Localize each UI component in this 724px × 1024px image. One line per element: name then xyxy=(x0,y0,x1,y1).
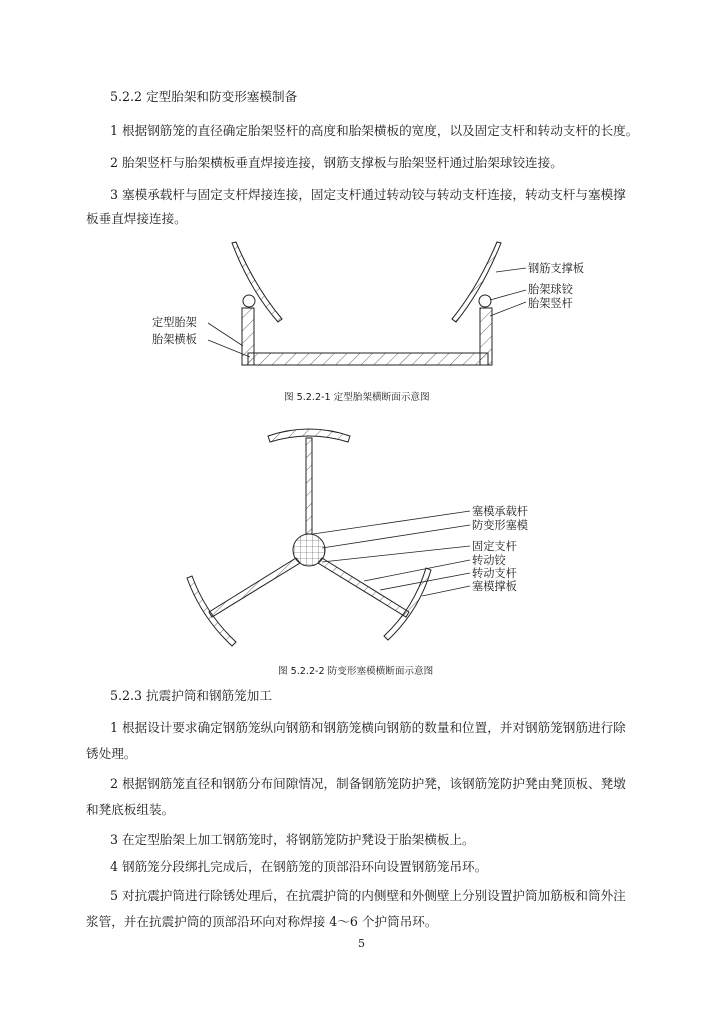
paragraph: 1 根据钢筋笼的直径确定胎架竖杆的高度和胎架横板的宽度，以及固定支杆和转动支杆的长度。 xyxy=(110,123,639,138)
label-fixed-frame: 定型胎架 xyxy=(152,316,197,329)
paragraph: 1 根据设计要求确定钢筋笼纵向钢筋和钢筋笼横向钢筋的数量和位置，并对钢筋笼钢筋进行除 xyxy=(110,720,626,735)
paragraph: 2 胎架竖杆与胎架横板垂直焊接连接，钢筋支撑板与胎架竖杆通过胎架球铰连接。 xyxy=(110,155,563,170)
section-heading-5-2-3: 5.2.3 抗震护筒和钢筋笼加工 xyxy=(110,688,272,703)
label-fixed-strut: 固定支杆 xyxy=(472,540,517,553)
paragraph-continuation: 和凳底板组装。 xyxy=(86,802,175,817)
section-heading-5-2-2: 5.2.2 定型胎架和防变形塞模制备 xyxy=(110,89,298,104)
paragraph: 3 塞模承载杆与固定支杆焊接连接，固定支杆通过转动铰与转动支杆连接，转动支杆与塞模撑 xyxy=(110,187,626,202)
paragraph: 4 钢筋笼分段绑扎完成后，在钢筋笼的顶部沿环向设置钢筋笼吊环。 xyxy=(110,859,488,874)
figure-caption: 图 5.2.2-2 防变形塞模横断面示意图 xyxy=(278,666,434,677)
figure-caption: 图 5.2.2-1 定型胎架横断面示意图 xyxy=(284,392,430,403)
paragraph-continuation: 板垂直焊接连接。 xyxy=(86,211,187,226)
strut-top xyxy=(306,438,312,534)
label-deform-mold: 防变形塞模 xyxy=(472,519,528,532)
label-ball-hinge: 胎架球铰 xyxy=(528,283,573,296)
label-cross-plate: 胎架横板 xyxy=(152,333,197,346)
label-carrier-rod: 塞模承载杆 xyxy=(472,505,528,518)
label-mold-brace: 塞模撑板 xyxy=(472,580,517,593)
page-number: 5 xyxy=(358,937,365,950)
paragraph: 3 在定型胎架上加工钢筋笼时，将钢筋笼防护凳设于胎架横板上。 xyxy=(110,832,475,847)
paragraph: 2 根据钢筋笼直径和钢筋分布间隙情况，制备钢筋笼防护凳，该钢筋笼防护凳由凳顶板、凳墩 xyxy=(110,776,626,791)
label-rotating-strut: 转动支杆 xyxy=(472,567,517,580)
paragraph-continuation: 浆管，并在抗震护筒的顶部沿环向对称焊接 4～6 个护筒吊环。 xyxy=(86,914,438,929)
label-rotating-hinge: 转动铰 xyxy=(472,554,506,567)
label-vertical-rod: 胎架竖杆 xyxy=(528,297,573,310)
paragraph: 5 对抗震护筒进行除锈处理后，在抗震护筒的内侧壁和外侧壁上分别设置护筒加筋板和筒外注 xyxy=(110,888,626,903)
paragraph-continuation: 锈处理。 xyxy=(86,746,137,761)
strut-lower-left xyxy=(209,558,300,617)
label-support-plate: 钢筋支撑板 xyxy=(528,262,584,275)
